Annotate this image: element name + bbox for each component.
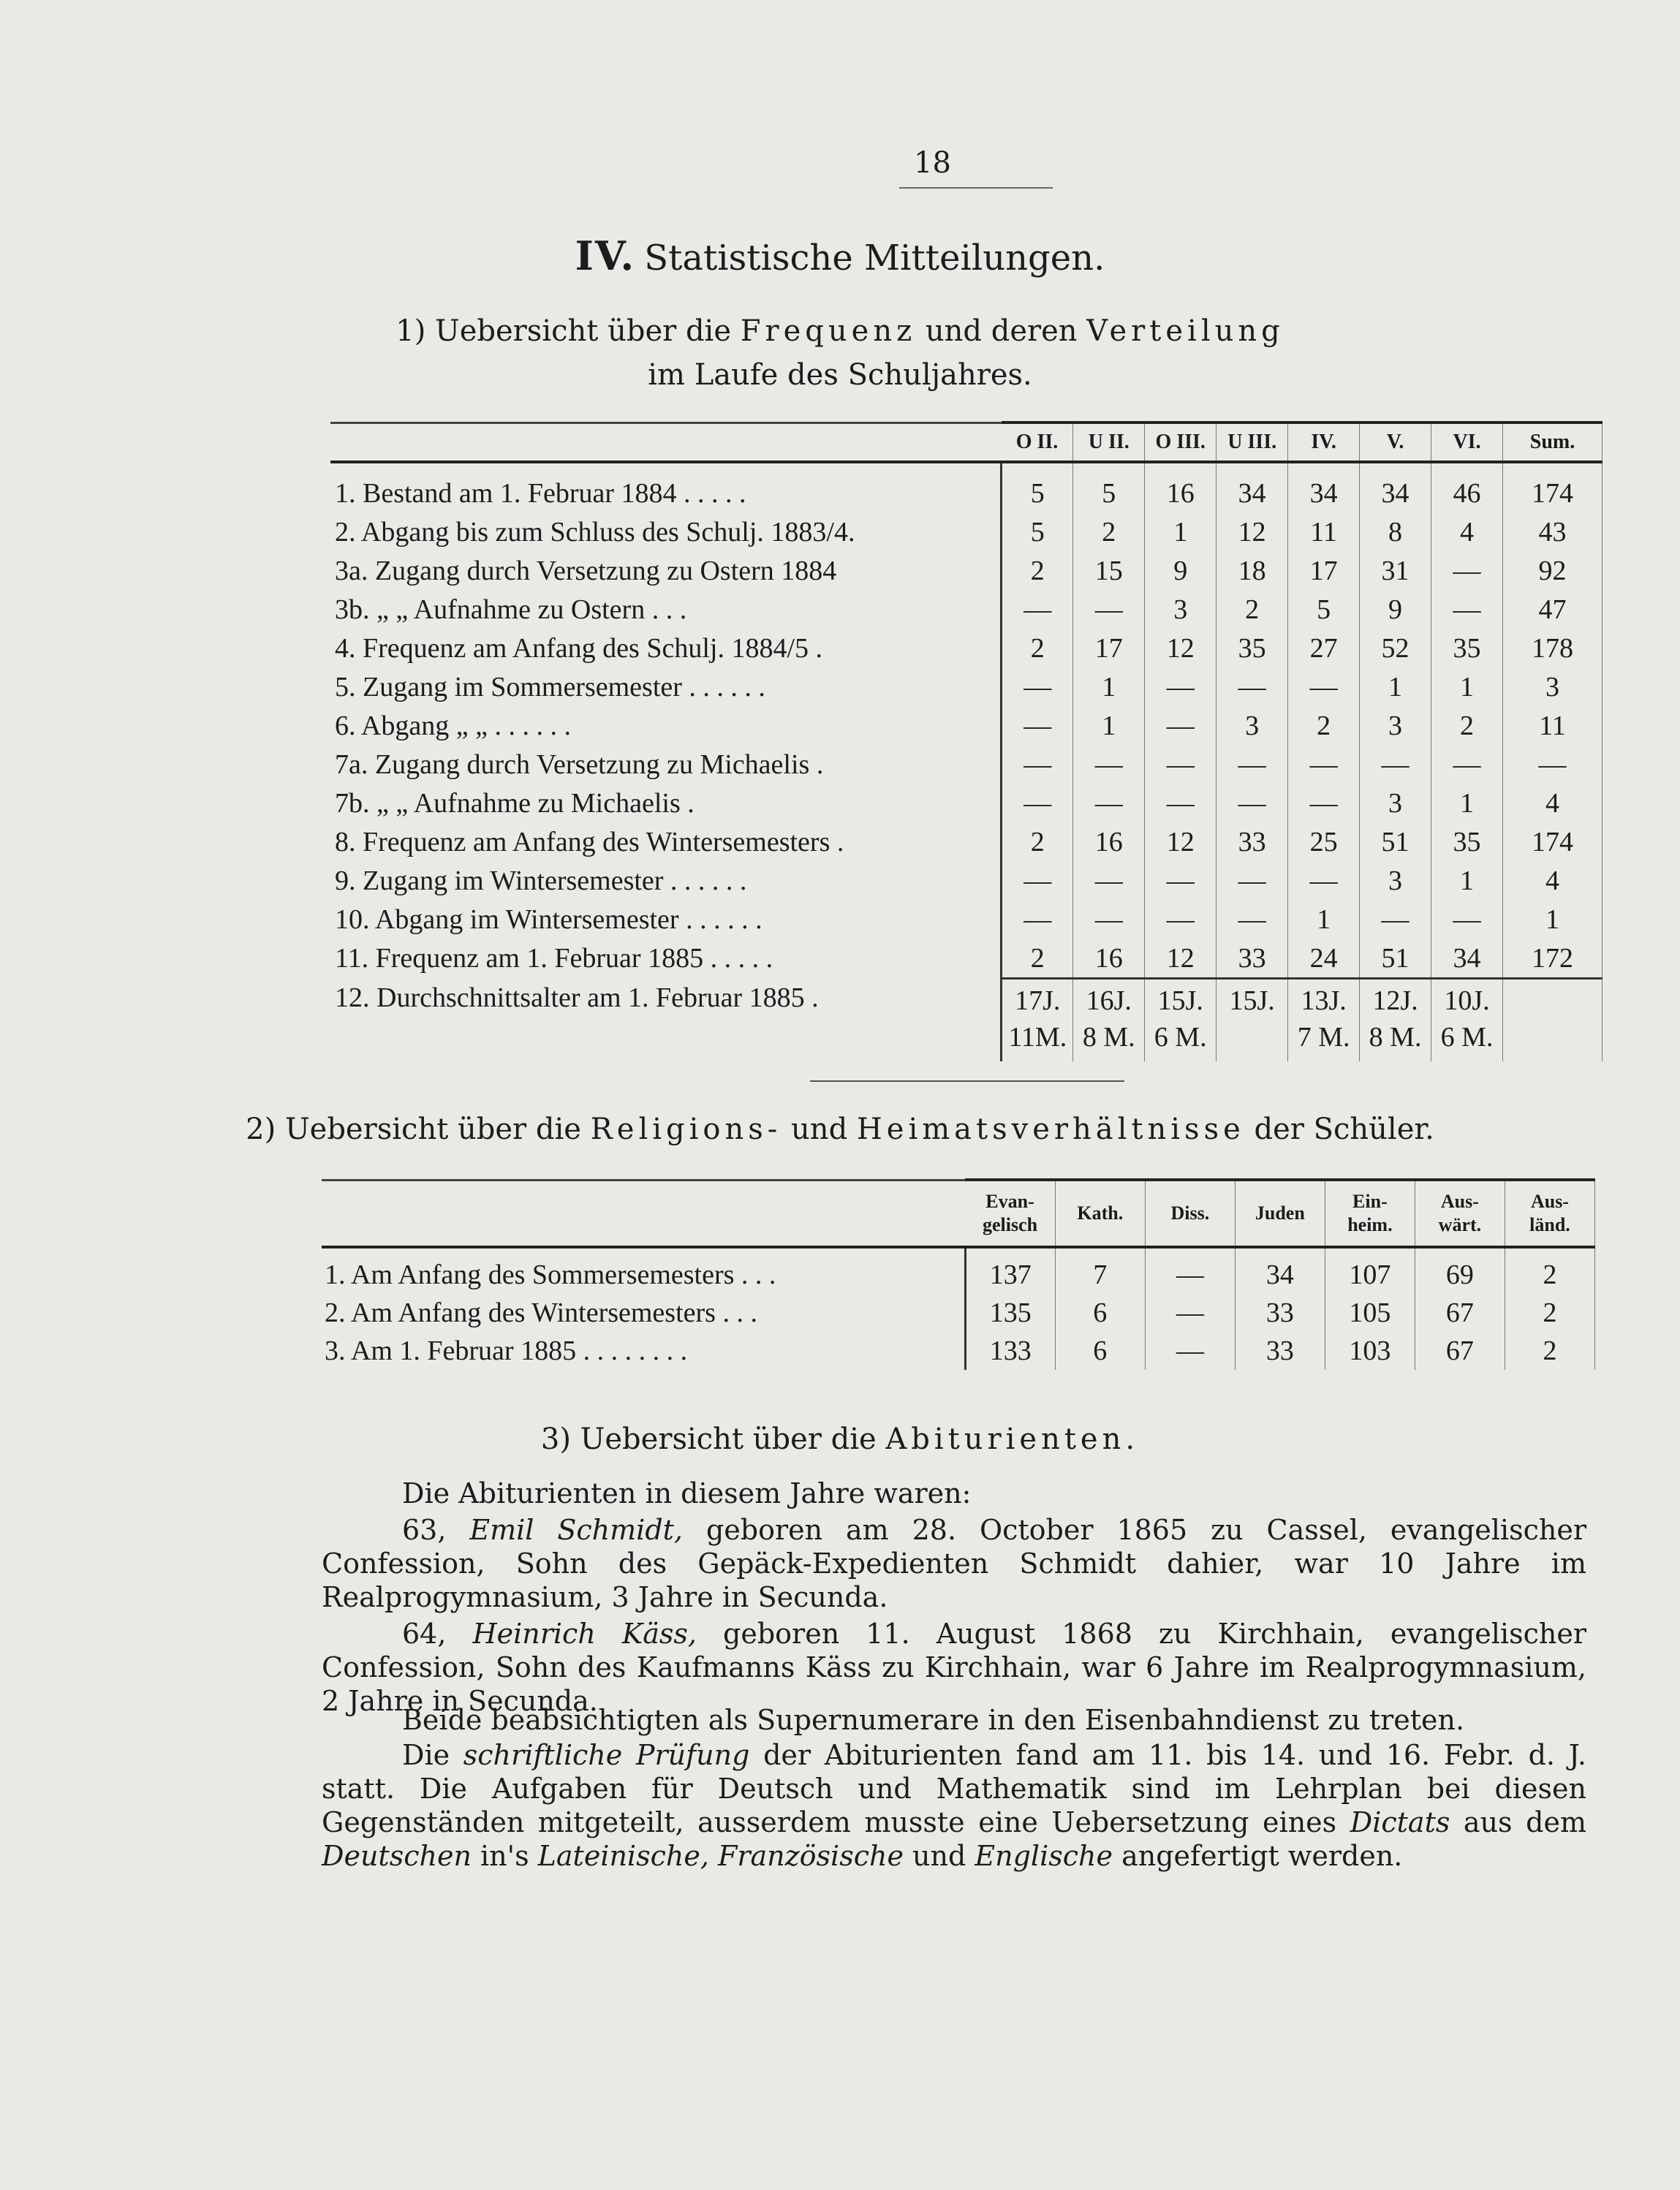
section-separator — [810, 1080, 1124, 1082]
frequency-cell: — — [1288, 745, 1360, 784]
religion-col-header: Ein- heim. — [1325, 1180, 1415, 1247]
part2-heading — [0, 1113, 1680, 1146]
frequency-cell: 46 — [1431, 462, 1503, 512]
frequency-cell: — — [1217, 667, 1288, 706]
average-age-label: 12. Durchschnittsalter am 1. Februar 1885 . — [330, 979, 1002, 1062]
part2-heading-text-b: Religions- — [590, 1113, 782, 1146]
religion-cell: 33 — [1235, 1294, 1325, 1332]
frequency-cell: 3 — [1502, 667, 1602, 706]
frequency-cell: 33 — [1217, 939, 1288, 979]
part2-heading-text-d: Heimatsverhältnisse — [856, 1113, 1245, 1146]
frequency-row — [330, 629, 1603, 667]
religion-table-header — [322, 1180, 1595, 1247]
frequency-cell: — — [1002, 590, 1073, 629]
frequency-cell: 3 — [1360, 706, 1431, 745]
part1-heading-text-a: 1) Uebersicht über die — [396, 314, 741, 348]
frequency-cell: 24 — [1288, 939, 1360, 979]
average-age-years: 16J. — [1086, 985, 1132, 1016]
frequency-cell: — — [1073, 745, 1145, 784]
frequency-col-header: VI. — [1431, 423, 1503, 462]
exam-text-c: der Abiturienten fand am 11. bis 14. und 16. Febr. d. J. statt. Die Aufgaben für Deutsch und Mathematik sind im Lehrplan bei diesen Gegenständen mitgeteilt, ausserdem musste eine Uebersetzung eines — [322, 1739, 1586, 1838]
frequency-cell: 5 — [1002, 512, 1073, 551]
frequency-cell: 2 — [1217, 590, 1288, 629]
average-age-years: 15J. — [1229, 985, 1275, 1016]
frequency-cell: — — [1431, 590, 1503, 629]
religion-cell: 2 — [1505, 1247, 1594, 1294]
religion-cell: 137 — [965, 1247, 1055, 1294]
frequency-row-label: 10. Abgang im Wintersemester . . . . . . — [330, 900, 1002, 939]
frequency-cell: 17 — [1288, 551, 1360, 590]
part3-heading — [0, 1422, 1680, 1456]
frequency-cell: 1 — [1288, 900, 1360, 939]
frequency-cell: 4 — [1502, 861, 1602, 900]
frequency-table-header-blank — [330, 423, 1002, 462]
frequency-cell: — — [1288, 861, 1360, 900]
part1-heading-text-d: Verteilung — [1086, 314, 1284, 348]
religion-col-header: Kath. — [1055, 1180, 1145, 1247]
frequency-cell: 25 — [1288, 822, 1360, 861]
average-age-cell — [1002, 979, 1073, 1062]
frequency-cell: — — [1431, 745, 1503, 784]
religion-cell: 7 — [1055, 1247, 1145, 1294]
frequency-cell: 2 — [1002, 551, 1073, 590]
frequency-cell: 34 — [1360, 462, 1431, 512]
frequency-row-label: 9. Zugang im Wintersemester . . . . . . — [330, 861, 1002, 900]
religion-cell: 105 — [1325, 1294, 1415, 1332]
frequency-row-label: 2. Abgang bis zum Schluss des Schulj. 1883/4. — [330, 512, 1002, 551]
frequency-cell: — — [1145, 900, 1217, 939]
frequency-cell: 33 — [1217, 822, 1288, 861]
frequency-cell: — — [1073, 861, 1145, 900]
frequency-col-header: U III. — [1217, 423, 1288, 462]
frequency-cell: — — [1360, 900, 1431, 939]
frequency-cell: 51 — [1360, 822, 1431, 861]
frequency-cell: — — [1145, 706, 1217, 745]
frequency-cell: 5 — [1288, 590, 1360, 629]
frequency-row-label: 4. Frequenz am Anfang des Schulj. 1884/5 . — [330, 629, 1002, 667]
religion-cell: 69 — [1415, 1247, 1505, 1294]
frequency-row-label: 7b. „ „ Aufnahme zu Michaelis . — [330, 784, 1002, 822]
frequency-cell: — — [1217, 861, 1288, 900]
frequency-cell: 9 — [1145, 551, 1217, 590]
religion-col-header: Evan- gelisch — [965, 1180, 1055, 1247]
religion-table-body — [322, 1247, 1595, 1370]
frequency-col-header: Sum. — [1502, 423, 1602, 462]
frequency-cell: 35 — [1431, 822, 1503, 861]
religion-table-header-blank — [322, 1180, 965, 1247]
frequency-cell: — — [1002, 706, 1073, 745]
frequency-cell: 15 — [1073, 551, 1145, 590]
part2-heading-text-c: und — [782, 1113, 857, 1146]
religion-cell: 133 — [965, 1332, 1055, 1370]
frequency-cell: 174 — [1502, 822, 1602, 861]
religion-row — [322, 1247, 1595, 1294]
frequency-cell: 9 — [1360, 590, 1431, 629]
frequency-row — [330, 462, 1603, 512]
frequency-row-label: 3b. „ „ Aufnahme zu Ostern . . . — [330, 590, 1002, 629]
frequency-cell: 34 — [1217, 462, 1288, 512]
exam-text-h: Lateinische, Französische — [537, 1840, 904, 1872]
religion-cell: — — [1145, 1294, 1235, 1332]
average-age-months: 8 M. — [1082, 1022, 1135, 1053]
average-age-row — [330, 979, 1603, 1062]
frequency-cell: — — [1002, 861, 1073, 900]
exam-text-a: Die — [402, 1739, 463, 1771]
section-title — [0, 232, 1680, 279]
frequency-cell: 12 — [1217, 512, 1288, 551]
frequency-cell: 1 — [1431, 784, 1503, 822]
frequency-cell: 47 — [1502, 590, 1602, 629]
frequency-cell: 12 — [1145, 629, 1217, 667]
exam-text-g: in's — [471, 1840, 538, 1872]
frequency-cell: 18 — [1217, 551, 1288, 590]
religion-table — [322, 1178, 1595, 1370]
frequency-row-label: 7a. Zugang durch Versetzung zu Michaelis . — [330, 745, 1002, 784]
frequency-cell: 2 — [1288, 706, 1360, 745]
frequency-row — [330, 706, 1603, 745]
railway-service-paragraph: Beide beabsichtigten als Supernumerare in den Eisenbahndienst zu treten. — [402, 1704, 1465, 1736]
frequency-cell: 5 — [1073, 462, 1145, 512]
average-age-years: 15J. — [1157, 985, 1203, 1016]
frequency-cell: 16 — [1073, 939, 1145, 979]
frequency-cell: 12 — [1145, 822, 1217, 861]
religion-row-label: 1. Am Anfang des Sommersemesters . . . — [322, 1247, 965, 1294]
average-age-months: 7 M. — [1297, 1022, 1350, 1053]
frequency-table — [330, 421, 1603, 1061]
part3-heading-text-b: Abiturienten. — [885, 1422, 1140, 1456]
frequency-row — [330, 784, 1603, 822]
frequency-cell: — — [1002, 745, 1073, 784]
frequency-cell: 2 — [1002, 939, 1073, 979]
frequency-cell: 11 — [1502, 706, 1602, 745]
frequency-cell: — — [1217, 900, 1288, 939]
frequency-cell: 5 — [1002, 462, 1073, 512]
frequency-cell: 3 — [1145, 590, 1217, 629]
frequency-cell: 174 — [1502, 462, 1602, 512]
frequency-row-label: 5. Zugang im Sommersemester . . . . . . — [330, 667, 1002, 706]
average-age-months: 8 M. — [1369, 1022, 1422, 1053]
frequency-cell: — — [1002, 900, 1073, 939]
frequency-table-header — [330, 423, 1603, 462]
frequency-col-header: V. — [1360, 423, 1431, 462]
part1-heading-text-b: Frequenz — [740, 314, 917, 348]
average-age-years: 12J. — [1372, 985, 1418, 1016]
frequency-row — [330, 590, 1603, 629]
frequency-cell: 1 — [1431, 861, 1503, 900]
section-roman-numeral: IV. — [575, 232, 636, 279]
frequency-row — [330, 512, 1603, 551]
frequency-row — [330, 667, 1603, 706]
exam-text-f: Deutschen — [322, 1840, 472, 1872]
frequency-row-label: 1. Bestand am 1. Februar 1884 . . . . . — [330, 462, 1002, 512]
exam-text-b: schriftliche Prüfung — [463, 1739, 750, 1771]
religion-cell: — — [1145, 1247, 1235, 1294]
abiturient-1-text: geboren am 28. October 1865 zu Cassel, evangelischer Confession, Sohn des Gepäck-Expedienten Schmidt dahier, war 10 Jahre im Realprogymnasium, 3 Jahre in Secunda. — [322, 1514, 1586, 1613]
exam-text-j: Englische — [975, 1840, 1113, 1872]
religion-col-header: Aus- wärt. — [1415, 1180, 1505, 1247]
frequency-cell: — — [1145, 745, 1217, 784]
religion-cell: 107 — [1325, 1247, 1415, 1294]
average-age-months: 11M. — [1008, 1022, 1067, 1053]
frequency-row-label: 11. Frequenz am 1. Februar 1885 . . . . . — [330, 939, 1002, 979]
frequency-cell: — — [1431, 900, 1503, 939]
average-age-months: 6 M. — [1440, 1022, 1494, 1053]
frequency-cell: — — [1145, 784, 1217, 822]
average-age-cell — [1288, 979, 1360, 1062]
frequency-row — [330, 900, 1603, 939]
frequency-cell: 3 — [1360, 784, 1431, 822]
frequency-table-body — [330, 462, 1603, 1061]
frequency-row — [330, 939, 1603, 979]
average-age-cell — [1502, 979, 1602, 1062]
frequency-row — [330, 861, 1603, 900]
frequency-cell: 178 — [1502, 629, 1602, 667]
religion-col-header: Diss. — [1145, 1180, 1235, 1247]
exam-text-i: und — [903, 1840, 975, 1872]
frequency-cell: 51 — [1360, 939, 1431, 979]
frequency-cell: 16 — [1145, 462, 1217, 512]
part1-heading — [0, 314, 1680, 348]
frequency-cell: — — [1360, 745, 1431, 784]
religion-cell: 6 — [1055, 1332, 1145, 1370]
frequency-col-header: O II. — [1002, 423, 1073, 462]
frequency-row-label: 3a. Zugang durch Versetzung zu Ostern 1884 — [330, 551, 1002, 590]
frequency-cell: 35 — [1217, 629, 1288, 667]
frequency-row-label: 8. Frequenz am Anfang des Wintersemesters . — [330, 822, 1002, 861]
religion-row-label: 3. Am 1. Februar 1885 . . . . . . . . — [322, 1332, 965, 1370]
frequency-cell: — — [1288, 667, 1360, 706]
frequency-cell: 16 — [1073, 822, 1145, 861]
frequency-cell: 1 — [1145, 512, 1217, 551]
part2-heading-text-e: der Schüler. — [1244, 1113, 1434, 1146]
part1-heading-text-c: und deren — [916, 314, 1087, 348]
part2-heading-text-a: 2) Uebersicht über die — [246, 1113, 591, 1146]
religion-cell: 103 — [1325, 1332, 1415, 1370]
religion-cell: 34 — [1235, 1247, 1325, 1294]
average-age-years: 17J. — [1015, 985, 1061, 1016]
abiturient-2-name: Heinrich Käss, — [472, 1618, 697, 1650]
religion-row-label: 2. Am Anfang des Wintersemesters . . . — [322, 1294, 965, 1332]
average-age-cell — [1360, 979, 1431, 1062]
exam-text-k: angefertigt werden. — [1112, 1840, 1403, 1872]
average-age-cell — [1145, 979, 1217, 1062]
frequency-cell: — — [1217, 784, 1288, 822]
frequency-cell: 2 — [1431, 706, 1503, 745]
part3-heading-text-a: 3) Uebersicht über die — [540, 1422, 886, 1456]
frequency-cell: 1 — [1431, 667, 1503, 706]
frequency-cell: 27 — [1288, 629, 1360, 667]
religion-col-header: Juden — [1235, 1180, 1325, 1247]
religion-cell: — — [1145, 1332, 1235, 1370]
frequency-cell: 12 — [1145, 939, 1217, 979]
frequency-row — [330, 822, 1603, 861]
frequency-cell: — — [1145, 861, 1217, 900]
religion-cell: 135 — [965, 1294, 1055, 1332]
frequency-cell: 4 — [1502, 784, 1602, 822]
average-age-months: 6 M. — [1154, 1022, 1207, 1053]
abiturient-1-paragraph — [322, 1513, 1586, 1614]
part1-heading-line2: im Laufe des Schuljahres. — [648, 358, 1032, 392]
exam-text-d: Dictats — [1350, 1806, 1450, 1838]
frequency-cell: 52 — [1360, 629, 1431, 667]
frequency-cell: — — [1431, 551, 1503, 590]
abiturient-2-number: 64, — [402, 1618, 473, 1650]
frequency-cell: — — [1002, 667, 1073, 706]
frequency-cell: 1 — [1073, 667, 1145, 706]
frequency-cell: — — [1073, 590, 1145, 629]
frequency-cell: 8 — [1360, 512, 1431, 551]
frequency-col-header: O III. — [1145, 423, 1217, 462]
frequency-cell: 2 — [1002, 629, 1073, 667]
frequency-cell: 4 — [1431, 512, 1503, 551]
frequency-row — [330, 551, 1603, 590]
frequency-cell: 1 — [1502, 900, 1602, 939]
average-age-years: 13J. — [1301, 985, 1347, 1016]
frequency-cell: 34 — [1431, 939, 1503, 979]
frequency-cell: 2 — [1073, 512, 1145, 551]
frequency-cell: 35 — [1431, 629, 1503, 667]
frequency-cell: — — [1073, 784, 1145, 822]
religion-row — [322, 1332, 1595, 1370]
written-exam-paragraph — [322, 1738, 1586, 1873]
frequency-cell: — — [1502, 745, 1602, 784]
page-number-rule — [899, 187, 1053, 189]
abiturient-1-number: 63, — [402, 1514, 470, 1546]
religion-cell: 6 — [1055, 1294, 1145, 1332]
average-age-cell — [1073, 979, 1145, 1062]
frequency-cell: — — [1002, 784, 1073, 822]
religion-cell: 2 — [1505, 1294, 1594, 1332]
exam-text-e: aus dem — [1450, 1806, 1586, 1838]
abiturienten-intro: Die Abiturienten in diesem Jahre waren: — [402, 1477, 972, 1509]
frequency-cell: 1 — [1360, 667, 1431, 706]
average-age-cell — [1217, 979, 1288, 1062]
frequency-col-header: IV. — [1288, 423, 1360, 462]
frequency-cell: 34 — [1288, 462, 1360, 512]
frequency-cell: 1 — [1073, 706, 1145, 745]
frequency-col-header: U II. — [1073, 423, 1145, 462]
frequency-row-label: 6. Abgang „ „ . . . . . . — [330, 706, 1002, 745]
frequency-cell: 43 — [1502, 512, 1602, 551]
religion-row — [322, 1294, 1595, 1332]
religion-cell: 67 — [1415, 1332, 1505, 1370]
frequency-cell: 11 — [1288, 512, 1360, 551]
frequency-cell: — — [1288, 784, 1360, 822]
religion-cell: 33 — [1235, 1332, 1325, 1370]
frequency-cell: 2 — [1002, 822, 1073, 861]
religion-col-header: Aus- länd. — [1505, 1180, 1594, 1247]
frequency-cell: 3 — [1360, 861, 1431, 900]
page-number: 18 — [914, 146, 951, 180]
frequency-cell: — — [1217, 745, 1288, 784]
frequency-cell: 31 — [1360, 551, 1431, 590]
frequency-cell: — — [1073, 900, 1145, 939]
frequency-cell: 92 — [1502, 551, 1602, 590]
average-age-cell — [1431, 979, 1503, 1062]
section-title-text: Statistische Mitteilungen. — [644, 238, 1105, 279]
religion-cell: 67 — [1415, 1294, 1505, 1332]
abiturient-1-name: Emil Schmidt, — [469, 1514, 684, 1546]
frequency-cell: 172 — [1502, 939, 1602, 979]
frequency-cell: — — [1145, 667, 1217, 706]
average-age-years: 10J. — [1444, 985, 1490, 1016]
abiturient-2-text: geboren 11. August 1868 zu Kirchhain, evangelischer Confession, Sohn des Kaufmanns Käss zu Kirchhain, war 6 Jahre im Realprogymnasium, 2 Jahre in Secunda. — [322, 1618, 1586, 1717]
frequency-cell: 17 — [1073, 629, 1145, 667]
frequency-row — [330, 745, 1603, 784]
religion-cell: 2 — [1505, 1332, 1594, 1370]
frequency-cell: 3 — [1217, 706, 1288, 745]
